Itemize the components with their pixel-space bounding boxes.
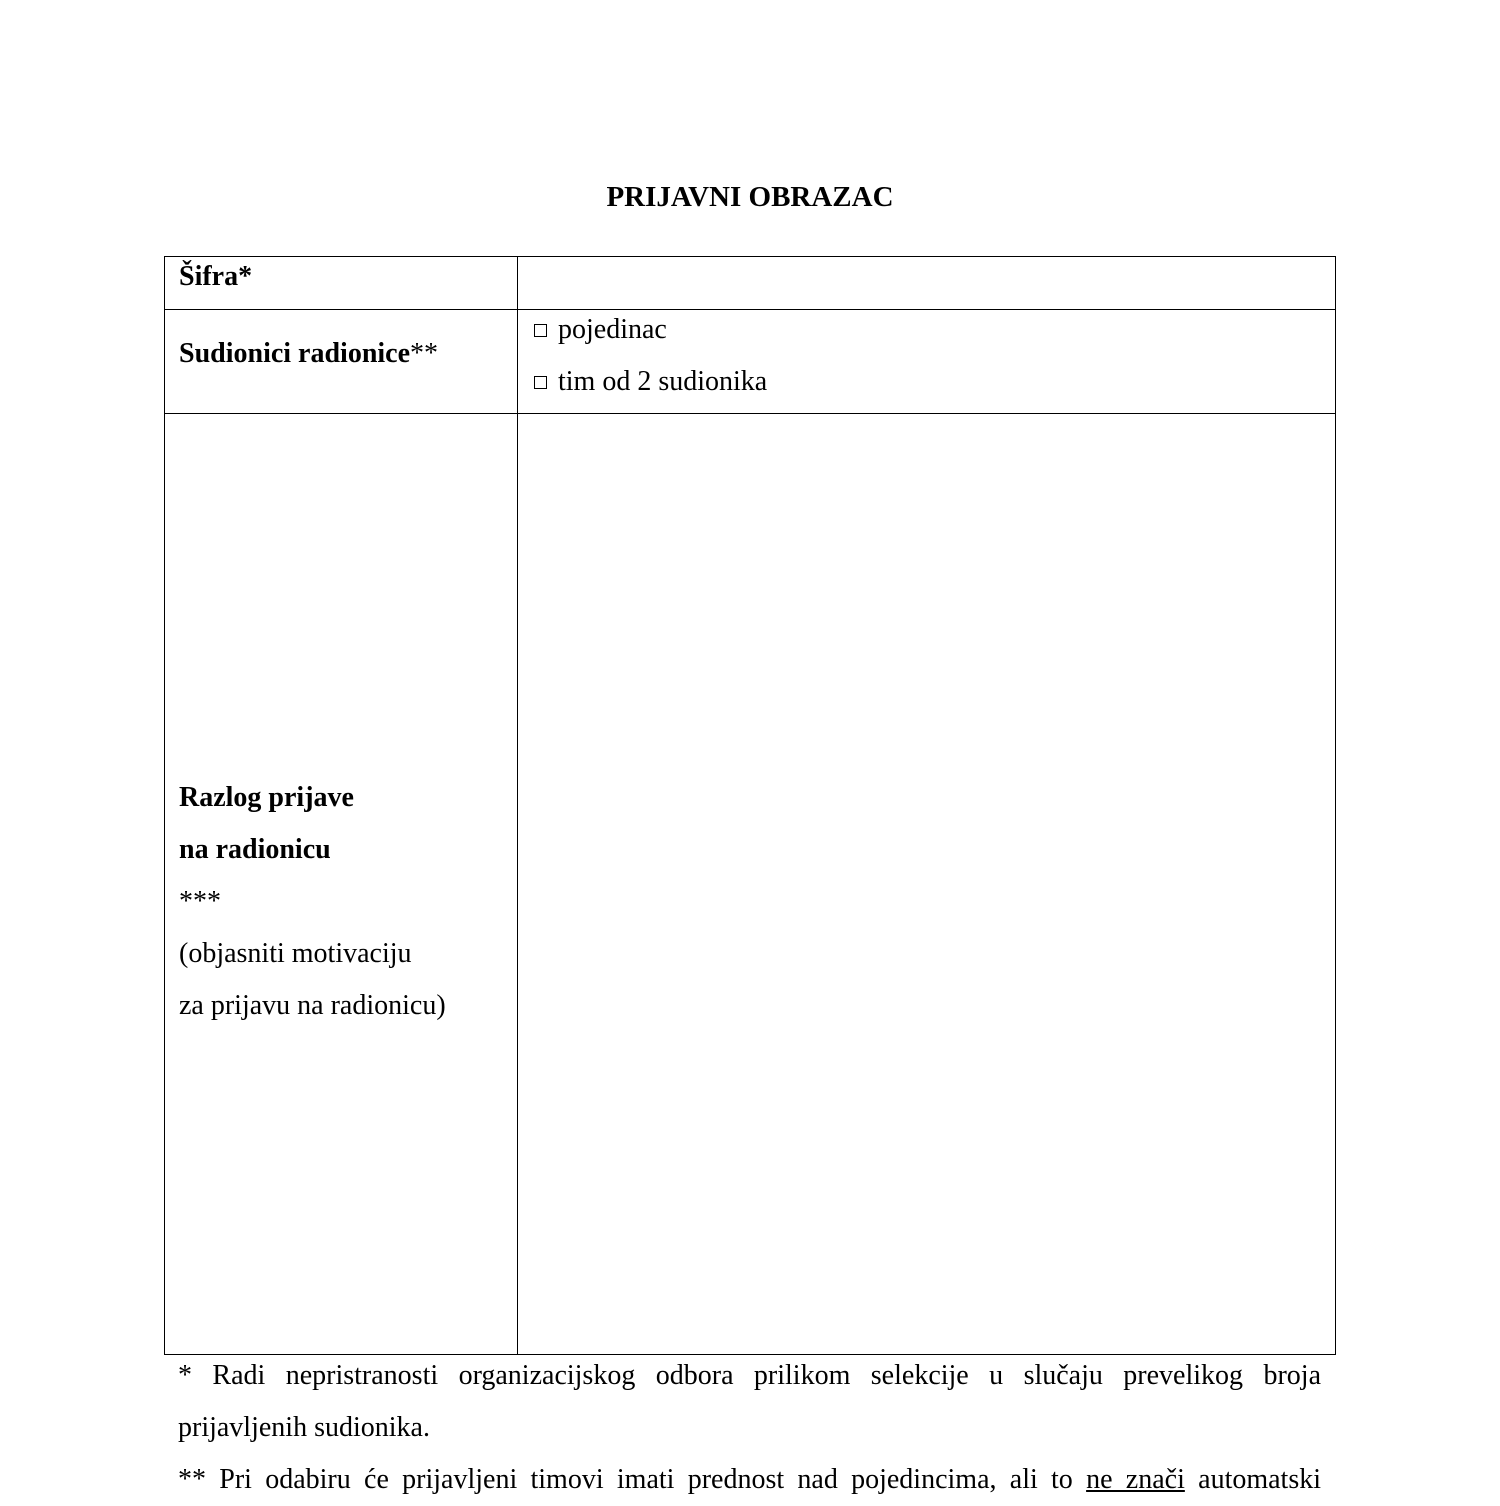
footnotes	[178, 1350, 1321, 1506]
participants-marker: **	[410, 338, 439, 369]
reason-label-cell	[165, 414, 518, 1355]
code-label: Šifra*	[179, 261, 253, 292]
application-form-table	[164, 256, 1336, 1355]
checkbox-team[interactable]	[534, 376, 547, 389]
participants-row	[165, 310, 1336, 414]
checkbox-individual[interactable]	[534, 324, 547, 337]
reason-label-line1: Razlog prijave	[179, 782, 354, 813]
option-team-label: tim od 2 sudionika	[558, 366, 768, 397]
page-title: PRIJAVNI OBRAZAC	[606, 181, 894, 213]
code-label-cell	[165, 257, 518, 310]
footnote-2	[178, 1454, 1321, 1506]
reason-label	[179, 772, 517, 1032]
footnote-2-start: ** Pri odabiru će prijavljeni timovi imati prednost nad pojedincima, ali to	[178, 1464, 1073, 1495]
participant-options	[532, 304, 1335, 408]
reason-hint-line2: za prijavu na radionicu)	[179, 990, 446, 1021]
reason-label-line2: na radionicu	[179, 834, 331, 865]
reason-row	[165, 414, 1336, 1355]
footnote-1: * Radi nepristranosti organizacijskog odbora prilikom selekcije u slučaju prevelikog broja prijavljenih sudionika.	[178, 1360, 1321, 1443]
reason-marker: ***	[179, 886, 221, 917]
footnote-2-emphasis: ne znači	[1086, 1464, 1185, 1495]
option-individual-label: pojedinac	[558, 314, 667, 345]
participants-label-cell	[165, 310, 518, 414]
reason-label-line2-wrap	[179, 824, 517, 928]
code-input-cell[interactable]	[518, 257, 1336, 310]
participants-options-cell	[518, 310, 1336, 414]
participants-label: Sudionici radionice	[179, 338, 411, 369]
footnote-2-end: automatski	[1198, 1464, 1322, 1495]
option-individual[interactable]	[532, 304, 1335, 356]
participants-label-wrap	[179, 328, 517, 380]
code-row	[165, 257, 1336, 310]
option-team[interactable]	[532, 356, 1335, 408]
reason-input-cell[interactable]	[518, 414, 1336, 1355]
reason-hint-line1: (objasniti motivaciju	[179, 938, 412, 969]
